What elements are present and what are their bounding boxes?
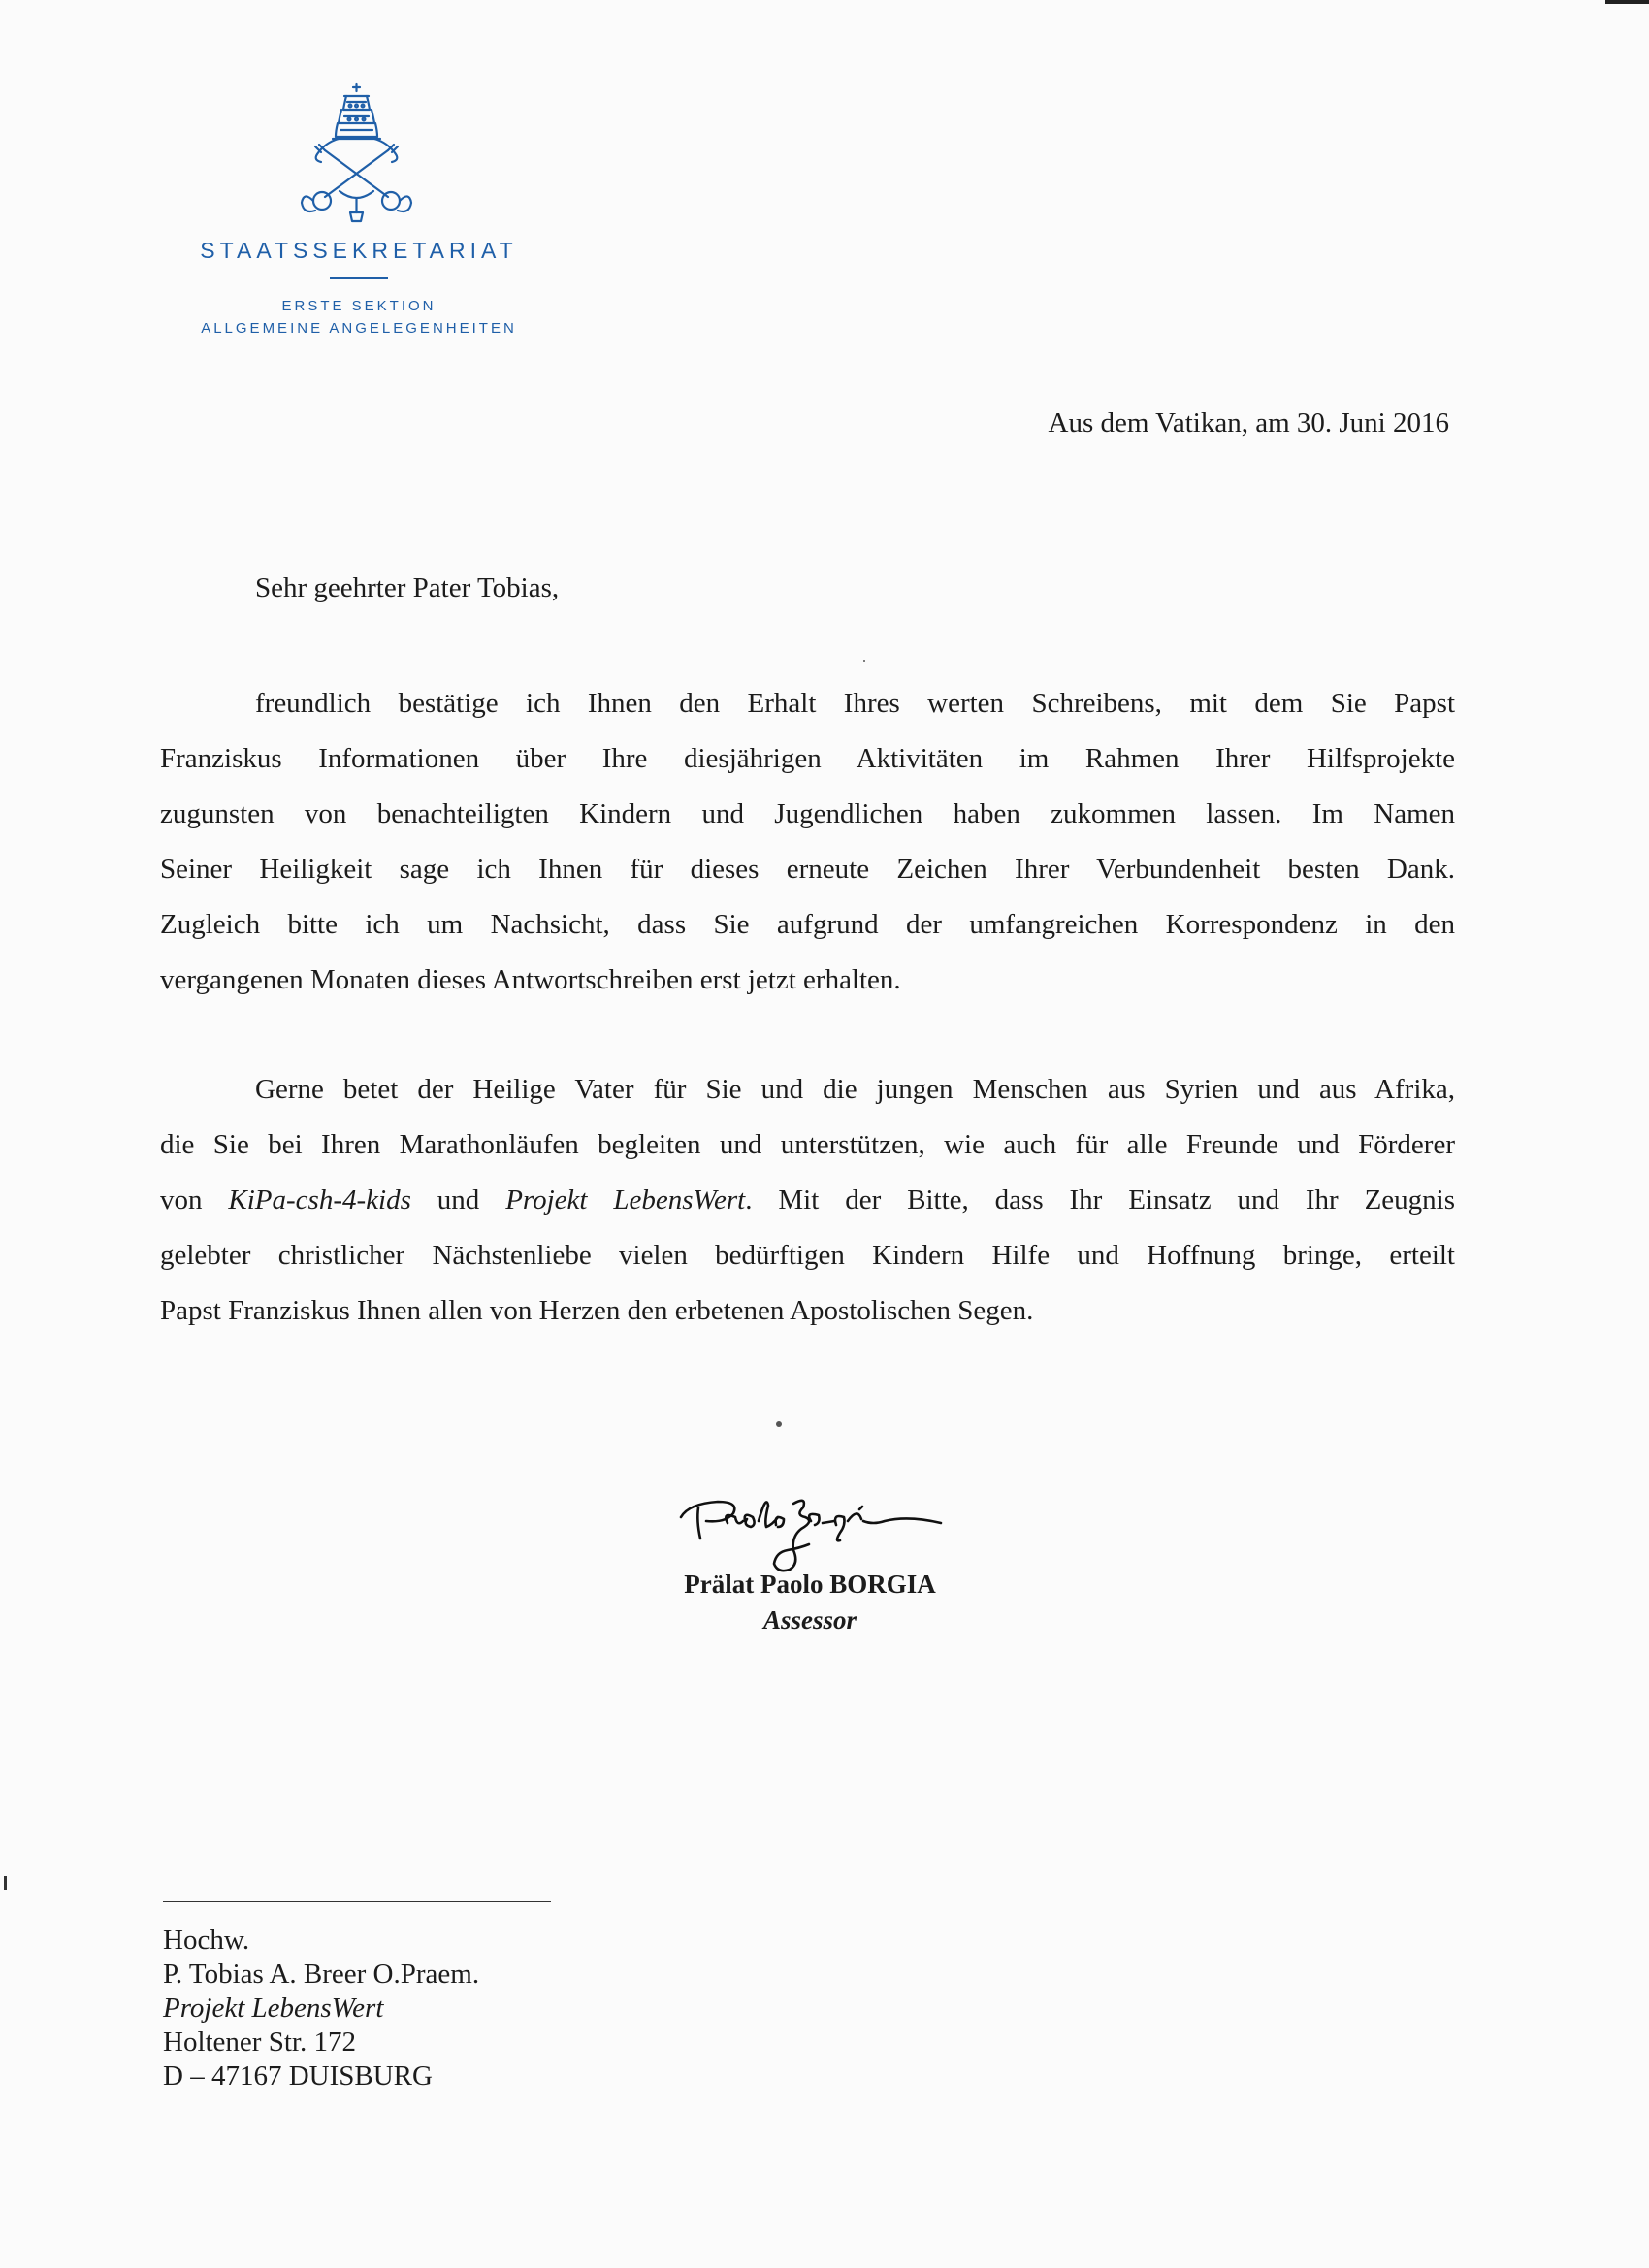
address-city: D – 47167 DUISBURG (163, 2060, 433, 2091)
recipient-address (163, 1924, 479, 2093)
scan-speck (776, 1421, 782, 1427)
project-name-lebenswert: Projekt LebensWert (505, 1184, 746, 1215)
paragraph-2 (160, 1062, 1455, 1339)
signer-role: Assessor (762, 1605, 857, 1635)
paragraph-line: die Sie bei Ihren Marathonläufen begleiten und unterstützen, wie auch für alle Freunde und Förderer (160, 1129, 1455, 1160)
text-continuation: . Mit der Bitte, dass Ihr Einsatz und Ihr Zeugnis (745, 1184, 1456, 1215)
letterhead-department: ALLGEMEINE ANGELEGENHEITEN (201, 320, 517, 337)
address-organization: Projekt LebensWert (163, 1993, 384, 2024)
paragraph-line: gelebter christlicher Nächstenliebe vielen bedürftigen Kindern Hilfe und Hoffnung bringe, erteilt (160, 1240, 1455, 1271)
paragraph-line: Seiner Heiligkeit sage ich Ihnen für dieses erneute Zeichen Ihrer Verbundenheit besten Dank. (160, 854, 1455, 885)
handwritten-signature (669, 1482, 951, 1574)
signer-block (563, 1567, 1057, 1638)
address-divider (163, 1901, 551, 1902)
paragraph-line: zugunsten von benachteiligten Kindern und Jugendlichen haben zukommen lassen. Im Namen (160, 798, 1455, 829)
scan-speck (863, 660, 865, 662)
letterhead-section: ERSTE SEKTION (281, 298, 436, 314)
paragraph-line: Zugleich bitte ich um Nachsicht, dass Sie aufgrund der umfangreichen Korrespondenz in den (160, 909, 1455, 940)
address-street: Holtener Str. 172 (163, 2026, 356, 2057)
paragraph-line (160, 1173, 1455, 1228)
paragraph-line: vergangenen Monaten dieses Antwortschreiben erst jetzt erhalten. (160, 964, 901, 995)
address-recipient: P. Tobias A. Breer O.Praem. (163, 1959, 480, 1990)
letterhead-divider (330, 277, 388, 279)
text-von: von (160, 1184, 203, 1215)
paragraph-1 (160, 676, 1455, 1008)
address-honorific: Hochw. (163, 1925, 250, 1956)
signer-name: Prälat Paolo BORGIA (684, 1570, 936, 1599)
salutation: Sehr geehrter Pater Tobias, (255, 572, 560, 603)
scan-corner-mark (1605, 0, 1649, 4)
text-und: und (436, 1184, 480, 1215)
paragraph-line: freundlich bestätige ich Ihnen den Erhalt Ihres werten Schreibens, mit dem Sie Papst (255, 688, 1455, 719)
paragraph-line: Gerne betet der Heilige Vater für Sie und die jungen Menschen aus Syrien und aus Afrika, (255, 1074, 1455, 1105)
paragraph-line: Papst Franziskus Ihnen allen von Herzen den erbetenen Apostolischen Segen. (160, 1295, 1034, 1326)
date-line: Aus dem Vatikan, am 30. Juni 2016 (1048, 407, 1449, 438)
letterhead-title: STAATSSEKRETARIAT (200, 238, 518, 263)
papal-keys-coat-of-arms-icon (296, 82, 417, 223)
paragraph-line: Franziskus Informationen über Ihre diesjährigen Aktivitäten im Rahmen Ihrer Hilfsprojekte (160, 743, 1455, 774)
scan-edge-mark (4, 1876, 7, 1890)
project-name-kipa: KiPa-csh-4-kids (228, 1184, 411, 1215)
letterhead (136, 238, 582, 340)
